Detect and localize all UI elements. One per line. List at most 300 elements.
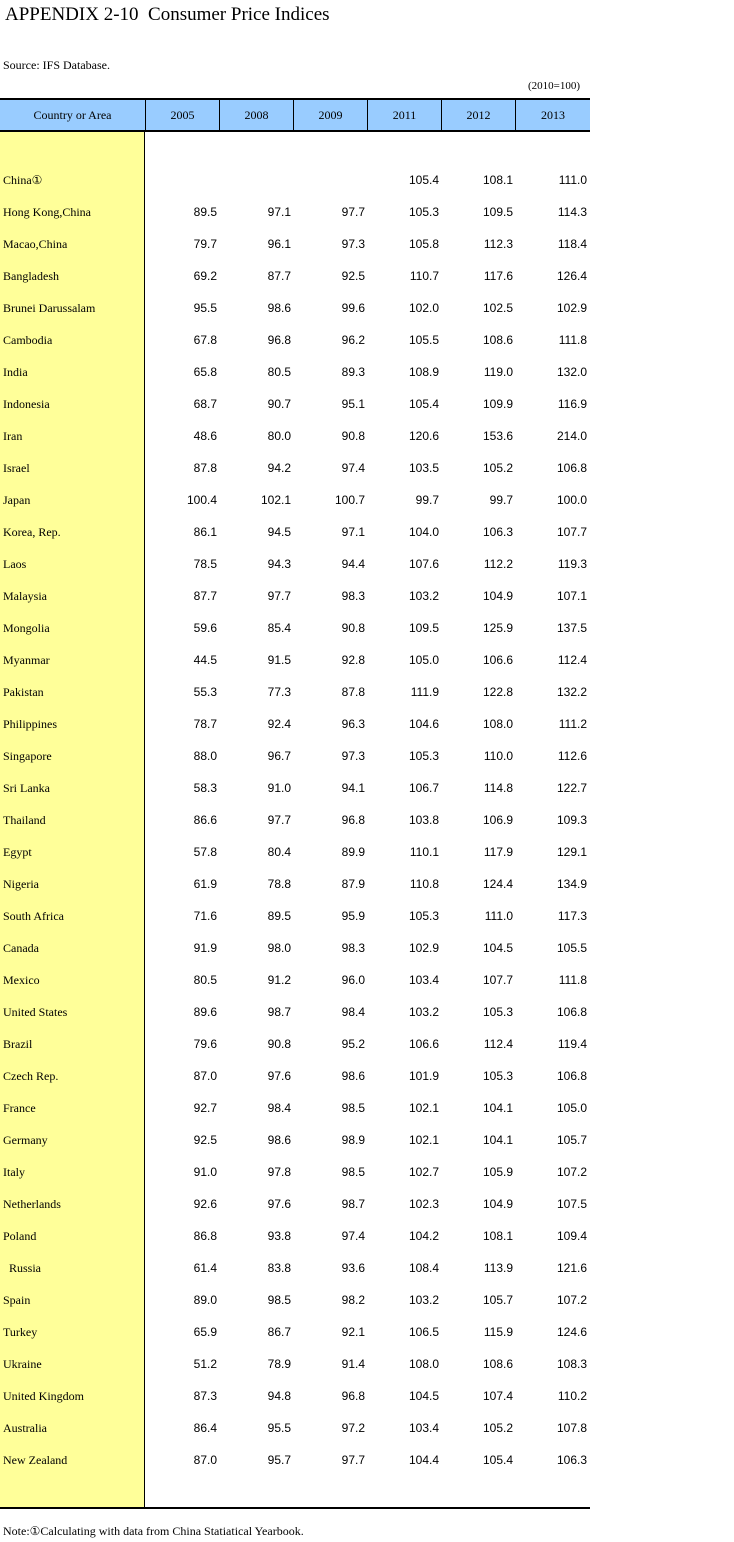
value-cell: 109.9 <box>482 397 513 411</box>
value-cell: 94.4 <box>341 557 365 571</box>
country-name: Iran <box>3 429 23 443</box>
value-cell: 90.8 <box>267 1037 291 1051</box>
value-cell: 105.7 <box>482 1293 513 1307</box>
table-row <box>0 805 590 837</box>
value-cell: 105.0 <box>556 1101 587 1115</box>
value-cell: 98.5 <box>267 1293 291 1307</box>
value-cell: 93.6 <box>341 1261 365 1275</box>
value-cell: 99.7 <box>489 493 513 507</box>
value-cell: 78.5 <box>193 557 217 571</box>
value-cell: 97.6 <box>267 1069 291 1083</box>
value-cell: 111.2 <box>558 717 587 731</box>
value-cell: 80.4 <box>267 845 291 859</box>
value-cell: 107.4 <box>482 1389 513 1403</box>
country-name: United Kingdom <box>3 1389 84 1403</box>
table-row <box>0 965 590 997</box>
value-cell: 106.6 <box>482 653 513 667</box>
value-cell: 106.5 <box>408 1325 439 1339</box>
value-cell: 105.3 <box>408 909 439 923</box>
value-cell: 108.6 <box>482 333 513 347</box>
value-cell: 95.1 <box>341 397 365 411</box>
value-cell: 103.2 <box>408 1293 439 1307</box>
value-cell: 98.0 <box>267 941 291 955</box>
country-name: Bangladesh <box>3 269 59 283</box>
table-row <box>0 1285 590 1317</box>
country-name: Netherlands <box>3 1197 61 1211</box>
value-cell: 93.8 <box>267 1229 291 1243</box>
country-name: Nigeria <box>3 877 39 891</box>
value-cell: 91.2 <box>267 973 291 987</box>
country-name: Indonesia <box>3 397 50 411</box>
value-cell: 97.3 <box>341 749 365 763</box>
country-name: Italy <box>3 1165 25 1179</box>
value-cell: 92.6 <box>193 1197 217 1211</box>
value-cell: 78.8 <box>267 877 291 891</box>
value-cell: 100.0 <box>556 493 587 507</box>
value-cell: 99.6 <box>341 301 365 315</box>
value-cell: 105.3 <box>482 1069 513 1083</box>
value-cell: 112.4 <box>557 653 587 667</box>
value-cell: 89.0 <box>193 1293 217 1307</box>
value-cell: 117.6 <box>483 269 513 283</box>
table-row <box>0 677 590 709</box>
value-cell: 111.0 <box>558 173 587 187</box>
value-cell: 91.4 <box>341 1357 365 1371</box>
table-row <box>0 741 590 773</box>
value-cell: 105.8 <box>408 237 439 251</box>
table-row <box>0 901 590 933</box>
value-cell: 110.1 <box>409 845 439 859</box>
value-cell: 108.0 <box>408 1357 439 1371</box>
header-2005: 2005 <box>145 100 219 130</box>
value-cell: 105.4 <box>482 1453 513 1467</box>
value-cell: 117.3 <box>557 909 587 923</box>
value-cell: 87.3 <box>193 1389 217 1403</box>
value-cell: 110.2 <box>557 1389 587 1403</box>
value-cell: 98.3 <box>341 941 365 955</box>
value-cell: 105.0 <box>408 653 439 667</box>
value-cell: 86.1 <box>193 525 217 539</box>
value-cell: 104.6 <box>408 717 439 731</box>
value-cell: 98.6 <box>267 301 291 315</box>
value-cell: 100.7 <box>334 493 365 507</box>
value-cell: 117.9 <box>483 845 513 859</box>
value-cell: 103.4 <box>408 1421 439 1435</box>
value-cell: 104.9 <box>482 589 513 603</box>
value-cell: 102.9 <box>408 941 439 955</box>
country-name: New Zealand <box>3 1453 68 1467</box>
value-cell: 96.8 <box>341 813 365 827</box>
country-name: Sri Lanka <box>3 781 50 795</box>
table-row <box>0 325 590 357</box>
table-row <box>0 645 590 677</box>
value-cell: 102.9 <box>556 301 587 315</box>
value-cell: 97.7 <box>267 589 291 603</box>
value-cell: 106.8 <box>556 1069 587 1083</box>
table-row <box>0 613 590 645</box>
value-cell: 107.8 <box>556 1421 587 1435</box>
value-cell: 109.3 <box>556 813 587 827</box>
value-cell: 119.0 <box>483 365 513 379</box>
value-cell: 89.5 <box>267 909 291 923</box>
value-cell: 108.9 <box>408 365 439 379</box>
value-cell: 68.7 <box>193 397 217 411</box>
value-cell: 89.9 <box>341 845 365 859</box>
value-cell: 110.8 <box>409 877 439 891</box>
value-cell: 90.8 <box>341 429 365 443</box>
table-row <box>0 421 590 453</box>
value-cell: 107.2 <box>556 1165 587 1179</box>
country-name: France <box>3 1101 36 1115</box>
value-cell: 105.2 <box>482 1421 513 1435</box>
table-row <box>0 1093 590 1125</box>
value-cell: 105.5 <box>408 333 439 347</box>
country-name: China① <box>3 173 43 187</box>
value-cell: 104.1 <box>482 1101 513 1115</box>
value-cell: 89.6 <box>193 1005 217 1019</box>
table-row <box>0 1413 590 1445</box>
value-cell: 119.3 <box>557 557 587 571</box>
value-cell: 134.9 <box>556 877 587 891</box>
value-cell: 114.8 <box>483 781 513 795</box>
value-cell: 122.7 <box>556 781 587 795</box>
value-cell: 124.6 <box>556 1325 587 1339</box>
table-row <box>0 549 590 581</box>
value-cell: 69.2 <box>193 269 217 283</box>
value-cell: 103.2 <box>408 1005 439 1019</box>
table-row <box>0 453 590 485</box>
country-name: Czech Rep. <box>3 1069 59 1083</box>
value-cell: 80.5 <box>267 365 291 379</box>
value-cell: 102.1 <box>408 1133 439 1147</box>
value-cell: 107.7 <box>556 525 587 539</box>
value-cell: 58.3 <box>193 781 217 795</box>
value-cell: 85.4 <box>267 621 291 635</box>
value-cell: 98.6 <box>341 1069 365 1083</box>
value-cell: 95.5 <box>193 301 217 315</box>
header-country: Country or Area <box>33 108 112 122</box>
value-cell: 108.6 <box>482 1357 513 1371</box>
footnote: Note:①Calculating with data from China Statiatical Yearbook. <box>3 1524 304 1538</box>
country-name: South Africa <box>3 909 64 923</box>
value-cell: 107.5 <box>556 1197 587 1211</box>
value-cell: 106.9 <box>482 813 513 827</box>
value-cell: 88.0 <box>193 749 217 763</box>
value-cell: 95.7 <box>267 1453 291 1467</box>
table-row <box>0 1381 590 1413</box>
table-row <box>0 485 590 517</box>
value-cell: 104.2 <box>408 1229 439 1243</box>
value-cell: 104.1 <box>482 1133 513 1147</box>
table-row <box>0 997 590 1029</box>
value-cell: 86.7 <box>267 1325 291 1339</box>
country-name: Macao,China <box>3 237 68 251</box>
value-cell: 104.9 <box>482 1197 513 1211</box>
country-name: Japan <box>3 493 31 507</box>
value-cell: 91.9 <box>193 941 217 955</box>
value-cell: 86.4 <box>193 1421 217 1435</box>
header-2008: 2008 <box>219 100 293 130</box>
country-name: United States <box>3 1005 68 1019</box>
country-name: Ukraine <box>3 1357 42 1371</box>
value-cell: 106.3 <box>556 1453 587 1467</box>
value-cell: 105.3 <box>482 1005 513 1019</box>
value-cell: 90.7 <box>267 397 291 411</box>
value-cell: 106.6 <box>408 1037 439 1051</box>
value-cell: 119.4 <box>557 1037 587 1051</box>
country-name: Mongolia <box>3 621 50 635</box>
value-cell: 94.2 <box>267 461 291 475</box>
table-row <box>0 389 590 421</box>
value-cell: 86.8 <box>193 1229 217 1243</box>
country-name: Australia <box>3 1421 47 1435</box>
value-cell: 125.9 <box>482 621 513 635</box>
value-cell: 104.5 <box>482 941 513 955</box>
value-cell: 105.7 <box>556 1133 587 1147</box>
country-name: Thailand <box>3 813 46 827</box>
value-cell: 106.3 <box>482 525 513 539</box>
value-cell: 87.0 <box>193 1453 217 1467</box>
base-year-note: (2010=100) <box>528 80 581 92</box>
value-cell: 96.1 <box>267 237 291 251</box>
value-cell: 112.2 <box>483 557 513 571</box>
value-cell: 61.9 <box>193 877 217 891</box>
country-name: Pakistan <box>3 685 44 699</box>
value-cell: 100.4 <box>186 493 217 507</box>
value-cell: 97.4 <box>341 461 365 475</box>
value-cell: 97.6 <box>267 1197 291 1211</box>
value-cell: 102.0 <box>408 301 439 315</box>
country-name: Philippines <box>3 717 58 731</box>
value-cell: 97.3 <box>341 237 365 251</box>
header-2011: 2011 <box>367 100 441 130</box>
value-cell: 98.7 <box>341 1197 365 1211</box>
value-cell: 94.8 <box>267 1389 291 1403</box>
value-cell: 78.9 <box>267 1357 291 1371</box>
value-cell: 108.3 <box>556 1357 587 1371</box>
value-cell: 108.1 <box>482 173 513 187</box>
value-cell: 97.2 <box>341 1421 365 1435</box>
country-name: Brunei Darussalam <box>3 301 96 315</box>
table-row <box>0 709 590 741</box>
value-cell: 48.6 <box>193 429 217 443</box>
value-cell: 98.7 <box>267 1005 291 1019</box>
value-cell: 102.5 <box>482 301 513 315</box>
value-cell: 89.3 <box>341 365 365 379</box>
country-name: India <box>3 365 28 379</box>
table-row <box>0 165 590 197</box>
value-cell: 91.0 <box>267 781 291 795</box>
value-cell: 124.4 <box>482 877 513 891</box>
value-cell: 57.8 <box>193 845 217 859</box>
value-cell: 96.7 <box>267 749 291 763</box>
value-cell: 79.6 <box>193 1037 217 1051</box>
value-cell: 105.4 <box>408 397 439 411</box>
table-body <box>0 165 590 1477</box>
value-cell: 108.0 <box>482 717 513 731</box>
value-cell: 98.5 <box>341 1101 365 1115</box>
value-cell: 96.8 <box>267 333 291 347</box>
table-row <box>0 869 590 901</box>
country-name: Singapore <box>3 749 52 763</box>
table-row <box>0 1349 590 1381</box>
table-bottom-rule <box>0 1507 590 1509</box>
country-name: Canada <box>3 941 39 955</box>
value-cell: 97.4 <box>341 1229 365 1243</box>
value-cell: 97.7 <box>341 205 365 219</box>
country-name: Poland <box>3 1229 37 1243</box>
value-cell: 107.2 <box>556 1293 587 1307</box>
value-cell: 109.5 <box>408 621 439 635</box>
value-cell: 87.7 <box>193 589 217 603</box>
value-cell: 112.6 <box>557 749 587 763</box>
value-cell: 106.8 <box>556 461 587 475</box>
country-name: Myanmar <box>3 653 50 667</box>
value-cell: 110.0 <box>483 749 513 763</box>
value-cell: 111.8 <box>558 973 587 987</box>
value-cell: 106.8 <box>556 1005 587 1019</box>
table-row <box>0 581 590 613</box>
value-cell: 97.7 <box>341 1453 365 1467</box>
table-row <box>0 261 590 293</box>
value-cell: 83.8 <box>267 1261 291 1275</box>
value-cell: 87.7 <box>267 269 291 283</box>
value-cell: 120.6 <box>408 429 439 443</box>
country-name: Israel <box>3 461 30 475</box>
table-row <box>0 773 590 805</box>
value-cell: 102.7 <box>408 1165 439 1179</box>
value-cell: 95.5 <box>267 1421 291 1435</box>
value-cell: 109.5 <box>482 205 513 219</box>
table-row <box>0 1445 590 1477</box>
value-cell: 107.6 <box>408 557 439 571</box>
value-cell: 105.2 <box>482 461 513 475</box>
value-cell: 103.4 <box>408 973 439 987</box>
value-cell: 108.4 <box>408 1261 439 1275</box>
value-cell: 104.4 <box>408 1453 439 1467</box>
value-cell: 71.6 <box>193 909 217 923</box>
value-cell: 114.3 <box>557 205 587 219</box>
value-cell: 97.1 <box>267 205 291 219</box>
table-row <box>0 837 590 869</box>
value-cell: 102.1 <box>260 493 291 507</box>
value-cell: 67.8 <box>193 333 217 347</box>
value-cell: 101.9 <box>408 1069 439 1083</box>
table-row <box>0 1029 590 1061</box>
value-cell: 104.5 <box>408 1389 439 1403</box>
value-cell: 87.9 <box>341 877 365 891</box>
country-name: Malaysia <box>3 589 47 603</box>
value-cell: 104.0 <box>408 525 439 539</box>
country-name: Mexico <box>3 973 40 987</box>
value-cell: 78.7 <box>193 717 217 731</box>
value-cell: 96.0 <box>341 973 365 987</box>
value-cell: 91.5 <box>267 653 291 667</box>
header-2012: 2012 <box>441 100 515 130</box>
value-cell: 106.7 <box>408 781 439 795</box>
value-cell: 59.6 <box>193 621 217 635</box>
value-cell: 44.5 <box>193 653 217 667</box>
value-cell: 103.8 <box>408 813 439 827</box>
value-cell: 92.4 <box>267 717 291 731</box>
value-cell: 105.9 <box>482 1165 513 1179</box>
country-name: Turkey <box>3 1325 38 1339</box>
value-cell: 105.3 <box>408 749 439 763</box>
header-2013: 2013 <box>515 100 590 130</box>
value-cell: 79.7 <box>193 237 217 251</box>
value-cell: 92.5 <box>193 1133 217 1147</box>
table-row <box>0 517 590 549</box>
value-cell: 214.0 <box>556 429 587 443</box>
value-cell: 65.8 <box>193 365 217 379</box>
page-title: APPENDIX 2-10 Consumer Price Indices <box>5 4 330 25</box>
value-cell: 55.3 <box>193 685 217 699</box>
table-row <box>0 1317 590 1349</box>
country-name: Egypt <box>3 845 32 859</box>
value-cell: 91.0 <box>193 1165 217 1179</box>
value-cell: 95.9 <box>341 909 365 923</box>
country-name: Korea, Rep. <box>3 525 61 539</box>
value-cell: 89.5 <box>193 205 217 219</box>
value-cell: 94.1 <box>341 781 365 795</box>
value-cell: 86.6 <box>193 813 217 827</box>
value-cell: 132.0 <box>556 365 587 379</box>
value-cell: 112.3 <box>483 237 513 251</box>
table-row <box>0 1061 590 1093</box>
value-cell: 111.8 <box>558 333 587 347</box>
table-row <box>0 1221 590 1253</box>
value-cell: 108.1 <box>482 1229 513 1243</box>
value-cell: 90.8 <box>341 621 365 635</box>
value-cell: 96.2 <box>341 333 365 347</box>
value-cell: 92.5 <box>341 269 365 283</box>
value-cell: 103.5 <box>408 461 439 475</box>
value-cell: 61.4 <box>193 1261 217 1275</box>
value-cell: 98.3 <box>341 589 365 603</box>
value-cell: 98.4 <box>267 1101 291 1115</box>
value-cell: 105.4 <box>408 173 439 187</box>
value-cell: 111.9 <box>410 685 439 699</box>
country-name: Laos <box>3 557 27 571</box>
value-cell: 129.1 <box>556 845 587 859</box>
value-cell: 94.5 <box>267 525 291 539</box>
value-cell: 97.7 <box>267 813 291 827</box>
country-name: Germany <box>3 1133 48 1147</box>
value-cell: 107.1 <box>556 589 587 603</box>
value-cell: 87.0 <box>193 1069 217 1083</box>
value-cell: 98.5 <box>341 1165 365 1179</box>
table-row <box>0 1157 590 1189</box>
table-row <box>0 1253 590 1285</box>
table-row <box>0 293 590 325</box>
value-cell: 110.7 <box>409 269 439 283</box>
value-cell: 115.9 <box>483 1325 513 1339</box>
value-cell: 113.9 <box>483 1261 513 1275</box>
value-cell: 99.7 <box>415 493 439 507</box>
value-cell: 109.4 <box>556 1229 587 1243</box>
country-name: Hong Kong,China <box>3 205 91 219</box>
value-cell: 116.9 <box>557 397 587 411</box>
table-row <box>0 229 590 261</box>
value-cell: 96.3 <box>341 717 365 731</box>
table-row <box>0 1189 590 1221</box>
value-cell: 97.8 <box>267 1165 291 1179</box>
value-cell: 107.7 <box>482 973 513 987</box>
value-cell: 92.8 <box>341 653 365 667</box>
header-2009: 2009 <box>293 100 367 130</box>
country-name: Brazil <box>3 1037 33 1051</box>
table-row <box>0 1125 590 1157</box>
